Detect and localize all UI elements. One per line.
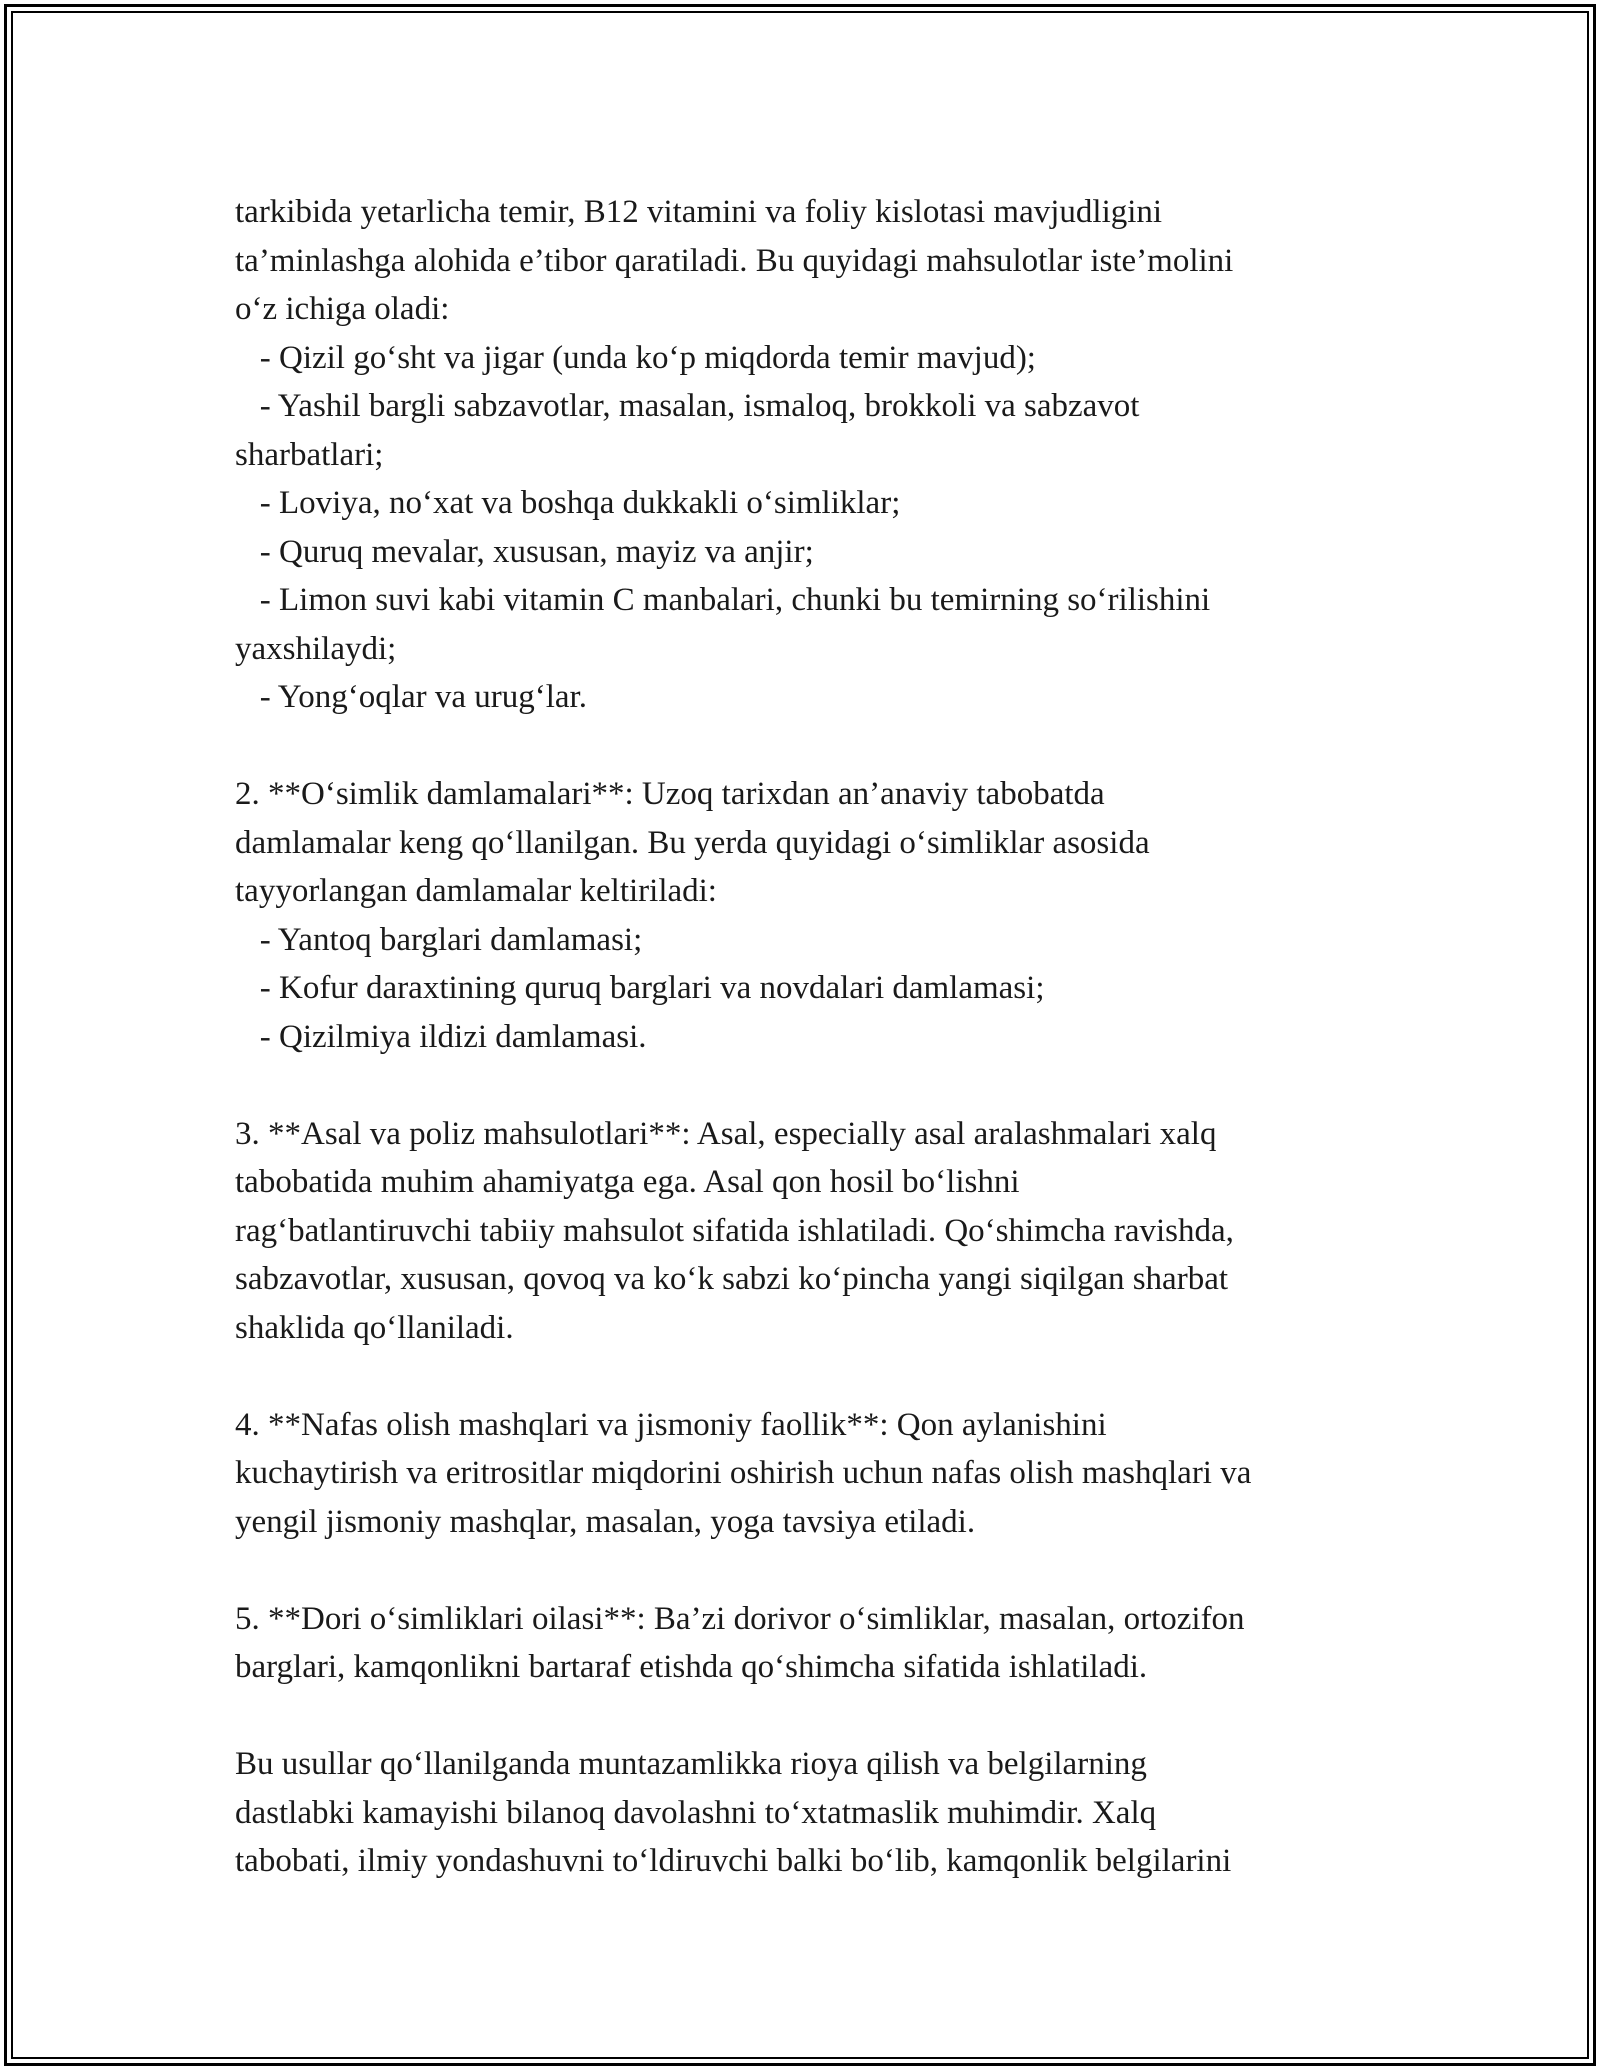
paragraph-gap bbox=[235, 1352, 1385, 1401]
text-line: ta’minlashga alohida e’tibor qaratiladi. Bu quyidagi mahsulotlar iste’molini bbox=[235, 242, 1234, 279]
paragraph-gap bbox=[235, 722, 1385, 771]
text-line: kuchaytirish va eritrositlar miqdorini oshirish uchun nafas olish mashqlari va bbox=[235, 1455, 1252, 1491]
paragraph-gap bbox=[235, 1692, 1385, 1741]
text-line: - Kofur daraxtining quruq barglari va novdalari damlamasi; bbox=[235, 970, 1045, 1006]
text-line: yaxshilaydi; bbox=[235, 630, 397, 667]
text-line: 3. **Asal va poliz mahsulotlari**: Asal, especially asal aralashmalari xalq bbox=[235, 1115, 1217, 1152]
text-line: shaklida qo‘llaniladi. bbox=[235, 1309, 514, 1346]
text-line: damlamalar keng qo‘llanilgan. Bu yerda quyidagi o‘simliklar asosida bbox=[235, 824, 1150, 861]
text-line: 5. **Dori o‘simliklari oilasi**: Ba’zi dorivor o‘simliklar, masalan, ortozifon bbox=[235, 1600, 1245, 1637]
text-line: tayyorlangan damlamalar keltiriladi: bbox=[235, 873, 717, 909]
text-line: tabobatida muhim ahamiyatga ega. Asal qon hosil bo‘lishni bbox=[235, 1164, 1020, 1200]
text-line: - Yantoq barglari damlamasi; bbox=[235, 921, 643, 958]
text-line: - Limon suvi kabi vitamin C manbalari, chunki bu temirning so‘rilishini bbox=[235, 582, 1211, 618]
text-line: tabobati, ilmiy yondashuvni to‘ldiruvchi balki bo‘lib, kamqonlik belgilarini bbox=[235, 1843, 1232, 1879]
text-line: - Yong‘oqlar va urug‘lar. bbox=[235, 679, 587, 715]
text-line: rag‘batlantiruvchi tabiiy mahsulot sifatida ishlatiladi. Qo‘shimcha ravishda, bbox=[235, 1212, 1234, 1249]
text-line: barglari, kamqonlikni bartaraf etishda qo‘shimcha sifatida ishlatiladi. bbox=[235, 1649, 1148, 1685]
text-line: - Yashil bargli sabzavotlar, masalan, ismaloq, brokkoli va sabzavot bbox=[235, 388, 1140, 424]
text-line: 2. **O‘simlik damlamalari**: Uzoq tarixdan an’anaviy tabobatda bbox=[235, 776, 1105, 812]
text-line: yengil jismoniy mashqlar, masalan, yoga tavsiya etiladi. bbox=[235, 1503, 976, 1540]
text-line: sharbatlari; bbox=[235, 436, 384, 473]
text-line: tarkibida yetarlicha temir, B12 vitamini va foliy kislotasi mavjudligini bbox=[235, 194, 1163, 230]
text-line: sabzavotlar, xususan, qovoq va ko‘k sabzi ko‘pincha yangi siqilgan sharbat bbox=[235, 1261, 1229, 1297]
text-line: - Qizil go‘sht va jigar (unda ko‘p miqdorda temir mavjud); bbox=[235, 339, 1036, 376]
text-line: Bu usullar qo‘llanilganda muntazamlikka rioya qilish va belgilarning bbox=[235, 1746, 1147, 1782]
text-line: - Qizilmiya ildizi damlamasi. bbox=[235, 1018, 647, 1055]
text-line: dastlabki kamayishi bilanoq davolashni to‘xtatmaslik muhimdir. Xalq bbox=[235, 1794, 1157, 1831]
text-line: - Quruq mevalar, xususan, mayiz va anjir; bbox=[235, 533, 814, 570]
paragraph-gap bbox=[235, 1061, 1385, 1110]
paragraph-gap bbox=[235, 1546, 1385, 1595]
text-line: o‘z ichiga oladi: bbox=[235, 291, 450, 327]
document-body bbox=[235, 188, 1385, 1886]
text-line: - Loviya, no‘xat va boshqa dukkakli o‘simliklar; bbox=[235, 485, 901, 521]
text-line: 4. **Nafas olish mashqlari va jismoniy faollik**: Qon aylanishini bbox=[235, 1406, 1107, 1443]
